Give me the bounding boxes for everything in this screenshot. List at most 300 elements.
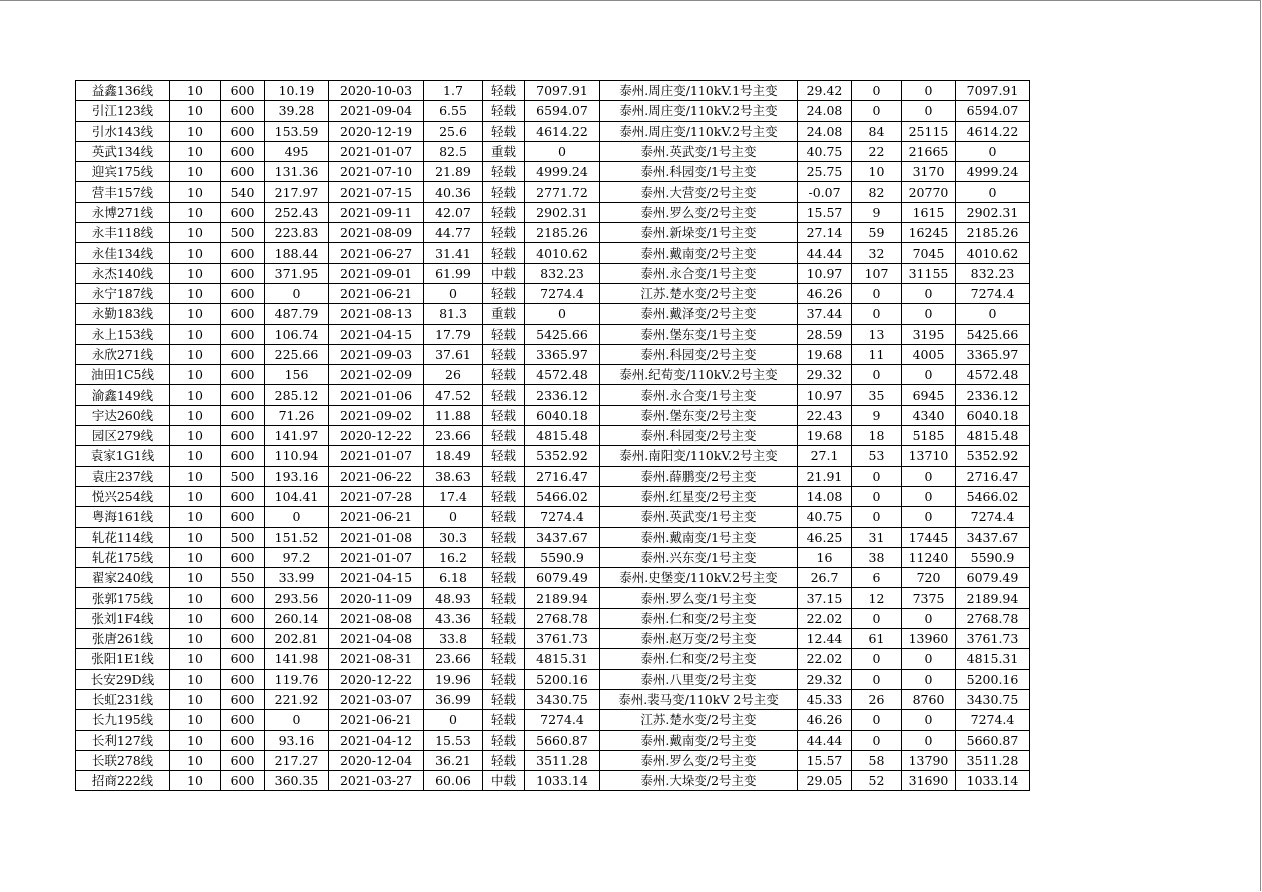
cell-transformer[interactable]: 泰州.裴马变/110kV 2号主变 [600,689,798,709]
cell-current-value[interactable]: 33.99 [265,568,329,588]
cell-date[interactable]: 2021-09-03 [329,344,424,364]
cell-transformer-load[interactable]: 16 [798,547,852,567]
cell-margin[interactable]: 6079.49 [525,568,600,588]
cell-line-name[interactable]: 张唐261线 [76,629,170,649]
cell-transformer[interactable]: 泰州.科园变/2号主变 [600,426,798,446]
cell-voltage-kv[interactable]: 10 [170,202,221,222]
cell-line-name[interactable]: 营丰157线 [76,182,170,202]
cell-remaining[interactable]: 0 [956,182,1030,202]
cell-voltage-kv[interactable]: 10 [170,446,221,466]
cell-transformer-load[interactable]: 37.15 [798,588,852,608]
cell-load-rate[interactable]: 15.53 [424,730,483,750]
cell-line-name[interactable]: 张阳1E1线 [76,649,170,669]
cell-line-name[interactable]: 袁家1G1线 [76,446,170,466]
cell-margin[interactable]: 4010.62 [525,243,600,263]
cell-transformer[interactable]: 江苏.楚水变/2号主变 [600,283,798,303]
cell-current-value[interactable]: 371.95 [265,263,329,283]
cell-voltage-kv[interactable]: 10 [170,344,221,364]
cell-current-value[interactable]: 0 [265,283,329,303]
cell-margin[interactable]: 7274.4 [525,283,600,303]
cell-capacity[interactable]: 720 [902,568,956,588]
cell-remaining[interactable]: 5466.02 [956,486,1030,506]
cell-capacity[interactable]: 0 [902,710,956,730]
cell-rated-current[interactable]: 600 [221,162,265,182]
cell-capacity[interactable]: 13960 [902,629,956,649]
cell-transformer[interactable]: 泰州.八里变/2号主变 [600,669,798,689]
cell-remaining[interactable]: 3430.75 [956,689,1030,709]
cell-voltage-kv[interactable]: 10 [170,588,221,608]
cell-load-status[interactable]: 轻载 [483,750,525,770]
cell-rated-current[interactable]: 600 [221,81,265,101]
cell-count[interactable]: 0 [852,608,902,628]
cell-line-name[interactable]: 悦兴254线 [76,486,170,506]
cell-capacity[interactable]: 0 [902,507,956,527]
cell-load-rate[interactable]: 18.49 [424,446,483,466]
cell-line-name[interactable]: 油田1C5线 [76,365,170,385]
cell-count[interactable]: 32 [852,243,902,263]
cell-current-value[interactable]: 293.56 [265,588,329,608]
cell-transformer-load[interactable]: -0.07 [798,182,852,202]
cell-transformer-load[interactable]: 27.1 [798,446,852,466]
cell-margin[interactable]: 1033.14 [525,771,600,791]
cell-load-status[interactable]: 轻载 [483,547,525,567]
cell-transformer-load[interactable]: 19.68 [798,344,852,364]
cell-load-rate[interactable]: 43.36 [424,608,483,628]
cell-load-rate[interactable]: 0 [424,710,483,730]
cell-load-status[interactable]: 轻载 [483,730,525,750]
cell-current-value[interactable]: 93.16 [265,730,329,750]
cell-count[interactable]: 0 [852,283,902,303]
cell-current-value[interactable]: 153.59 [265,121,329,141]
cell-date[interactable]: 2021-08-09 [329,223,424,243]
cell-transformer-load[interactable]: 46.26 [798,710,852,730]
cell-capacity[interactable]: 4340 [902,405,956,425]
cell-remaining[interactable]: 2189.94 [956,588,1030,608]
cell-remaining[interactable]: 3365.97 [956,344,1030,364]
cell-rated-current[interactable]: 600 [221,263,265,283]
cell-line-name[interactable]: 张郭175线 [76,588,170,608]
cell-load-status[interactable]: 轻载 [483,426,525,446]
cell-transformer[interactable]: 泰州.大垛变/2号主变 [600,771,798,791]
cell-load-status[interactable]: 轻载 [483,669,525,689]
cell-current-value[interactable]: 156 [265,365,329,385]
cell-count[interactable]: 9 [852,405,902,425]
cell-transformer[interactable]: 泰州.罗么变/2号主变 [600,750,798,770]
cell-current-value[interactable]: 131.36 [265,162,329,182]
cell-date[interactable]: 2020-12-22 [329,426,424,446]
cell-transformer-load[interactable]: 27.14 [798,223,852,243]
cell-capacity[interactable]: 0 [902,304,956,324]
cell-transformer-load[interactable]: 29.32 [798,669,852,689]
cell-remaining[interactable]: 7274.4 [956,283,1030,303]
cell-rated-current[interactable]: 550 [221,568,265,588]
cell-remaining[interactable]: 4999.24 [956,162,1030,182]
cell-date[interactable]: 2020-11-09 [329,588,424,608]
cell-voltage-kv[interactable]: 10 [170,527,221,547]
cell-capacity[interactable]: 7045 [902,243,956,263]
cell-margin[interactable]: 0 [525,141,600,161]
cell-capacity[interactable]: 13790 [902,750,956,770]
cell-count[interactable]: 0 [852,81,902,101]
cell-date[interactable]: 2021-01-07 [329,547,424,567]
cell-transformer[interactable]: 泰州.新垛变/1号主变 [600,223,798,243]
cell-line-name[interactable]: 长九195线 [76,710,170,730]
cell-line-name[interactable]: 招商222线 [76,771,170,791]
cell-line-name[interactable]: 袁庄237线 [76,466,170,486]
cell-transformer[interactable]: 泰州.永合变/1号主变 [600,385,798,405]
cell-date[interactable]: 2021-09-11 [329,202,424,222]
cell-capacity[interactable]: 17445 [902,527,956,547]
cell-count[interactable]: 61 [852,629,902,649]
cell-line-name[interactable]: 永勤183线 [76,304,170,324]
cell-count[interactable]: 26 [852,689,902,709]
cell-capacity[interactable]: 0 [902,486,956,506]
cell-date[interactable]: 2021-08-13 [329,304,424,324]
cell-current-value[interactable]: 487.79 [265,304,329,324]
cell-current-value[interactable]: 495 [265,141,329,161]
cell-transformer[interactable]: 泰州.戴南变/2号主变 [600,730,798,750]
cell-load-rate[interactable]: 19.96 [424,669,483,689]
cell-count[interactable]: 0 [852,365,902,385]
cell-voltage-kv[interactable]: 10 [170,283,221,303]
cell-line-name[interactable]: 轧花175线 [76,547,170,567]
cell-load-status[interactable]: 轻载 [483,344,525,364]
cell-count[interactable]: 0 [852,507,902,527]
cell-voltage-kv[interactable]: 10 [170,466,221,486]
cell-transformer[interactable]: 泰州.兴东变/1号主变 [600,547,798,567]
cell-voltage-kv[interactable]: 10 [170,750,221,770]
cell-transformer-load[interactable]: 21.91 [798,466,852,486]
cell-transformer-load[interactable]: 10.97 [798,385,852,405]
cell-capacity[interactable]: 3195 [902,324,956,344]
cell-load-rate[interactable]: 47.52 [424,385,483,405]
cell-date[interactable]: 2021-06-22 [329,466,424,486]
cell-voltage-kv[interactable]: 10 [170,243,221,263]
cell-count[interactable]: 22 [852,141,902,161]
cell-transformer[interactable]: 泰州.周庄变/110kV.2号主变 [600,121,798,141]
cell-count[interactable]: 31 [852,527,902,547]
cell-remaining[interactable]: 5352.92 [956,446,1030,466]
cell-capacity[interactable]: 11240 [902,547,956,567]
cell-current-value[interactable]: 151.52 [265,527,329,547]
cell-line-name[interactable]: 永宁187线 [76,283,170,303]
cell-load-rate[interactable]: 36.99 [424,689,483,709]
cell-capacity[interactable]: 20770 [902,182,956,202]
cell-transformer[interactable]: 泰州.周庄变/110kV.2号主变 [600,101,798,121]
cell-load-status[interactable]: 轻载 [483,405,525,425]
cell-transformer-load[interactable]: 15.57 [798,750,852,770]
cell-date[interactable]: 2021-06-21 [329,710,424,730]
cell-date[interactable]: 2021-01-07 [329,446,424,466]
cell-transformer[interactable]: 泰州.堡东变/2号主变 [600,405,798,425]
cell-date[interactable]: 2021-03-07 [329,689,424,709]
cell-remaining[interactable]: 2185.26 [956,223,1030,243]
cell-line-name[interactable]: 轧花114线 [76,527,170,547]
cell-load-status[interactable]: 轻载 [483,243,525,263]
cell-load-rate[interactable]: 11.88 [424,405,483,425]
cell-transformer[interactable]: 泰州.英武变/1号主变 [600,141,798,161]
cell-voltage-kv[interactable]: 10 [170,608,221,628]
cell-voltage-kv[interactable]: 10 [170,385,221,405]
cell-rated-current[interactable]: 600 [221,243,265,263]
cell-load-rate[interactable]: 38.63 [424,466,483,486]
cell-count[interactable]: 0 [852,669,902,689]
cell-current-value[interactable]: 217.27 [265,750,329,770]
cell-transformer[interactable]: 泰州.仁和变/2号主变 [600,608,798,628]
cell-capacity[interactable]: 0 [902,649,956,669]
cell-load-status[interactable]: 重载 [483,304,525,324]
cell-load-status[interactable]: 轻载 [483,689,525,709]
cell-rated-current[interactable]: 600 [221,283,265,303]
cell-load-rate[interactable]: 17.4 [424,486,483,506]
cell-count[interactable]: 6 [852,568,902,588]
cell-margin[interactable]: 0 [525,304,600,324]
cell-load-status[interactable]: 轻载 [483,283,525,303]
cell-rated-current[interactable]: 600 [221,689,265,709]
cell-voltage-kv[interactable]: 10 [170,649,221,669]
cell-voltage-kv[interactable]: 10 [170,689,221,709]
cell-rated-current[interactable]: 600 [221,121,265,141]
cell-current-value[interactable]: 10.19 [265,81,329,101]
cell-load-status[interactable]: 轻载 [483,223,525,243]
cell-date[interactable]: 2021-07-15 [329,182,424,202]
cell-rated-current[interactable]: 600 [221,101,265,121]
cell-current-value[interactable]: 188.44 [265,243,329,263]
cell-count[interactable]: 12 [852,588,902,608]
cell-date[interactable]: 2021-09-01 [329,263,424,283]
cell-count[interactable]: 0 [852,466,902,486]
cell-remaining[interactable]: 3437.67 [956,527,1030,547]
cell-remaining[interactable]: 5200.16 [956,669,1030,689]
cell-load-rate[interactable]: 37.61 [424,344,483,364]
cell-voltage-kv[interactable]: 10 [170,629,221,649]
cell-current-value[interactable]: 0 [265,507,329,527]
cell-voltage-kv[interactable]: 10 [170,81,221,101]
cell-rated-current[interactable]: 600 [221,649,265,669]
cell-transformer-load[interactable]: 22.02 [798,608,852,628]
cell-load-rate[interactable]: 42.07 [424,202,483,222]
cell-count[interactable]: 107 [852,263,902,283]
cell-margin[interactable]: 2771.72 [525,182,600,202]
cell-count[interactable]: 11 [852,344,902,364]
cell-rated-current[interactable]: 600 [221,202,265,222]
cell-date[interactable]: 2021-06-21 [329,507,424,527]
cell-current-value[interactable]: 221.92 [265,689,329,709]
cell-margin[interactable]: 3365.97 [525,344,600,364]
cell-voltage-kv[interactable]: 10 [170,141,221,161]
cell-margin[interactable]: 3761.73 [525,629,600,649]
cell-rated-current[interactable]: 600 [221,304,265,324]
cell-rated-current[interactable]: 600 [221,588,265,608]
cell-remaining[interactable]: 6594.07 [956,101,1030,121]
cell-transformer[interactable]: 泰州.戴南变/2号主变 [600,243,798,263]
cell-date[interactable]: 2021-04-15 [329,568,424,588]
cell-load-rate[interactable]: 33.8 [424,629,483,649]
cell-remaining[interactable]: 4815.31 [956,649,1030,669]
cell-margin[interactable]: 7274.4 [525,507,600,527]
cell-load-status[interactable]: 轻载 [483,649,525,669]
cell-remaining[interactable]: 5590.9 [956,547,1030,567]
cell-load-status[interactable]: 轻载 [483,385,525,405]
cell-voltage-kv[interactable]: 10 [170,223,221,243]
cell-line-name[interactable]: 益鑫136线 [76,81,170,101]
cell-load-status[interactable]: 轻载 [483,446,525,466]
cell-rated-current[interactable]: 500 [221,223,265,243]
cell-voltage-kv[interactable]: 10 [170,263,221,283]
cell-transformer[interactable]: 泰州.戴泽变/2号主变 [600,304,798,324]
cell-transformer-load[interactable]: 22.02 [798,649,852,669]
cell-remaining[interactable]: 4572.48 [956,365,1030,385]
cell-voltage-kv[interactable]: 10 [170,162,221,182]
cell-line-name[interactable]: 永欣271线 [76,344,170,364]
cell-load-rate[interactable]: 30.3 [424,527,483,547]
cell-voltage-kv[interactable]: 10 [170,547,221,567]
cell-rated-current[interactable]: 600 [221,426,265,446]
cell-transformer[interactable]: 泰州.堡东变/1号主变 [600,324,798,344]
cell-transformer-load[interactable]: 44.44 [798,730,852,750]
cell-rated-current[interactable]: 600 [221,486,265,506]
cell-line-name[interactable]: 永杰140线 [76,263,170,283]
cell-transformer[interactable]: 泰州.南阳变/110kV.2号主变 [600,446,798,466]
cell-rated-current[interactable]: 600 [221,730,265,750]
cell-transformer-load[interactable]: 12.44 [798,629,852,649]
cell-load-rate[interactable]: 6.18 [424,568,483,588]
cell-count[interactable]: 82 [852,182,902,202]
cell-date[interactable]: 2021-04-08 [329,629,424,649]
cell-margin[interactable]: 2336.12 [525,385,600,405]
cell-current-value[interactable]: 106.74 [265,324,329,344]
cell-date[interactable]: 2021-02-09 [329,365,424,385]
cell-count[interactable]: 52 [852,771,902,791]
cell-count[interactable]: 0 [852,486,902,506]
cell-load-status[interactable]: 轻载 [483,588,525,608]
cell-current-value[interactable]: 193.16 [265,466,329,486]
cell-remaining[interactable]: 6040.18 [956,405,1030,425]
cell-transformer[interactable]: 泰州.史堡变/110kV.2号主变 [600,568,798,588]
cell-load-rate[interactable]: 48.93 [424,588,483,608]
cell-voltage-kv[interactable]: 10 [170,507,221,527]
cell-capacity[interactable]: 16245 [902,223,956,243]
cell-transformer-load[interactable]: 15.57 [798,202,852,222]
cell-remaining[interactable]: 2716.47 [956,466,1030,486]
cell-load-status[interactable]: 轻载 [483,486,525,506]
cell-count[interactable]: 35 [852,385,902,405]
cell-rated-current[interactable]: 600 [221,365,265,385]
cell-line-name[interactable]: 宇达260线 [76,405,170,425]
cell-transformer-load[interactable]: 24.08 [798,101,852,121]
cell-line-name[interactable]: 引水143线 [76,121,170,141]
cell-capacity[interactable]: 0 [902,669,956,689]
cell-remaining[interactable]: 1033.14 [956,771,1030,791]
cell-date[interactable]: 2020-12-22 [329,669,424,689]
cell-current-value[interactable]: 104.41 [265,486,329,506]
cell-remaining[interactable]: 3511.28 [956,750,1030,770]
cell-remaining[interactable]: 4010.62 [956,243,1030,263]
cell-rated-current[interactable]: 600 [221,771,265,791]
cell-date[interactable]: 2021-08-31 [329,649,424,669]
cell-margin[interactable]: 2189.94 [525,588,600,608]
cell-rated-current[interactable]: 600 [221,141,265,161]
cell-remaining[interactable]: 6079.49 [956,568,1030,588]
cell-rated-current[interactable]: 540 [221,182,265,202]
cell-line-name[interactable]: 园区279线 [76,426,170,446]
cell-margin[interactable]: 7274.4 [525,710,600,730]
cell-capacity[interactable]: 0 [902,81,956,101]
cell-count[interactable]: 38 [852,547,902,567]
cell-margin[interactable]: 4815.31 [525,649,600,669]
cell-voltage-kv[interactable]: 10 [170,101,221,121]
cell-capacity[interactable]: 21665 [902,141,956,161]
cell-capacity[interactable]: 31155 [902,263,956,283]
cell-margin[interactable]: 5660.87 [525,730,600,750]
cell-line-name[interactable]: 长利127线 [76,730,170,750]
cell-count[interactable]: 53 [852,446,902,466]
cell-remaining[interactable]: 4614.22 [956,121,1030,141]
cell-transformer-load[interactable]: 46.25 [798,527,852,547]
cell-transformer-load[interactable]: 22.43 [798,405,852,425]
cell-transformer[interactable]: 泰州.罗么变/1号主变 [600,588,798,608]
cell-current-value[interactable]: 119.76 [265,669,329,689]
cell-load-rate[interactable]: 0 [424,283,483,303]
cell-voltage-kv[interactable]: 10 [170,710,221,730]
cell-margin[interactable]: 6040.18 [525,405,600,425]
cell-line-name[interactable]: 翟家240线 [76,568,170,588]
cell-load-rate[interactable]: 82.5 [424,141,483,161]
cell-rated-current[interactable]: 600 [221,750,265,770]
cell-load-status[interactable]: 中载 [483,771,525,791]
cell-date[interactable]: 2021-07-10 [329,162,424,182]
cell-current-value[interactable]: 141.97 [265,426,329,446]
cell-count[interactable]: 0 [852,101,902,121]
cell-load-status[interactable]: 轻载 [483,507,525,527]
cell-transformer-load[interactable]: 10.97 [798,263,852,283]
cell-capacity[interactable]: 6945 [902,385,956,405]
cell-transformer-load[interactable]: 24.08 [798,121,852,141]
cell-transformer-load[interactable]: 19.68 [798,426,852,446]
cell-transformer-load[interactable]: 25.75 [798,162,852,182]
cell-load-rate[interactable]: 31.41 [424,243,483,263]
cell-date[interactable]: 2021-06-21 [329,283,424,303]
cell-count[interactable]: 84 [852,121,902,141]
cell-transformer-load[interactable]: 44.44 [798,243,852,263]
cell-transformer[interactable]: 泰州.赵万变/2号主变 [600,629,798,649]
cell-current-value[interactable]: 39.28 [265,101,329,121]
cell-load-status[interactable]: 轻载 [483,365,525,385]
cell-voltage-kv[interactable]: 10 [170,486,221,506]
cell-remaining[interactable]: 7097.91 [956,81,1030,101]
cell-capacity[interactable]: 0 [902,730,956,750]
cell-voltage-kv[interactable]: 10 [170,426,221,446]
cell-load-status[interactable]: 轻载 [483,162,525,182]
cell-load-rate[interactable]: 6.55 [424,101,483,121]
cell-current-value[interactable]: 223.83 [265,223,329,243]
cell-transformer-load[interactable]: 37.44 [798,304,852,324]
cell-rated-current[interactable]: 600 [221,405,265,425]
cell-current-value[interactable]: 110.94 [265,446,329,466]
cell-load-status[interactable]: 轻载 [483,710,525,730]
cell-margin[interactable]: 4815.48 [525,426,600,446]
cell-current-value[interactable]: 252.43 [265,202,329,222]
cell-load-status[interactable]: 轻载 [483,121,525,141]
cell-count[interactable]: 0 [852,649,902,669]
cell-transformer[interactable]: 泰州.戴南变/1号主变 [600,527,798,547]
cell-rated-current[interactable]: 600 [221,547,265,567]
cell-load-rate[interactable]: 21.89 [424,162,483,182]
cell-date[interactable]: 2020-10-03 [329,81,424,101]
cell-capacity[interactable]: 0 [902,283,956,303]
cell-margin[interactable]: 5425.66 [525,324,600,344]
cell-date[interactable]: 2021-06-27 [329,243,424,263]
